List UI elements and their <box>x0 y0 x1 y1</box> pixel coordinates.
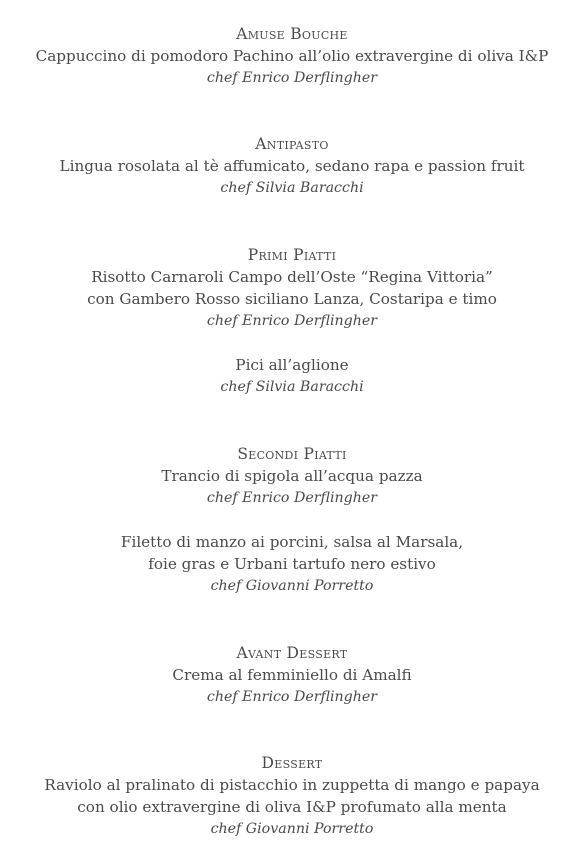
dish-description: con olio extravergine di oliva I&P profumato alla menta <box>77 798 507 816</box>
course-antipasto <box>0 133 584 199</box>
course-dessert <box>0 752 584 840</box>
course-title: Amuse Bouche <box>236 25 348 43</box>
dish-description: Raviolo al pralinato di pistacchio in zuppetta di mango e papaya <box>44 776 540 794</box>
dish-description: Pici all’aglione <box>235 356 349 374</box>
dish-spacer <box>0 509 584 531</box>
chef-credit: chef Silvia Baracchi <box>220 180 364 196</box>
chef-credit: chef Giovanni Porretto <box>210 821 374 837</box>
chef-credit: chef Giovanni Porretto <box>210 578 374 594</box>
dish-description: Cappuccino di pomodoro Pachino all’olio extravergine di oliva I&P <box>35 47 549 65</box>
dish-description: Filetto di manzo ai porcini, salsa al Marsala, <box>120 533 464 551</box>
dish-description: foie gras e Urbani tartufo nero estivo <box>148 555 436 573</box>
course-title: Secondi Piatti <box>237 445 347 463</box>
chef-credit: chef Enrico Derflingher <box>206 313 378 329</box>
course-title: Primi Piatti <box>247 246 337 264</box>
course-avant-dessert <box>0 642 584 708</box>
course-secondi-piatti <box>0 443 584 597</box>
course-title: Dessert <box>261 754 323 772</box>
chef-credit: chef Enrico Derflingher <box>206 689 378 705</box>
dish-description: con Gambero Rosso siciliano Lanza, Costaripa e timo <box>87 290 497 308</box>
chef-credit: chef Silvia Baracchi <box>220 379 364 395</box>
course-amuse-bouche <box>0 23 584 89</box>
dish-description: Crema al femminiello di Amalfi <box>172 666 412 684</box>
course-primi-piatti <box>0 244 584 398</box>
chef-credit: chef Enrico Derflingher <box>206 70 378 86</box>
dish-description: Trancio di spigola all’acqua pazza <box>161 467 423 485</box>
dish-spacer <box>0 332 584 354</box>
course-title: Avant Dessert <box>236 644 348 662</box>
dish-description: Lingua rosolata al tè affumicato, sedano rapa e passion fruit <box>59 157 525 175</box>
course-title: Antipasto <box>255 135 329 153</box>
chef-credit: chef Enrico Derflingher <box>206 490 378 506</box>
dish-description: Risotto Carnaroli Campo dell’Oste “Regina Vittoria” <box>91 268 493 286</box>
